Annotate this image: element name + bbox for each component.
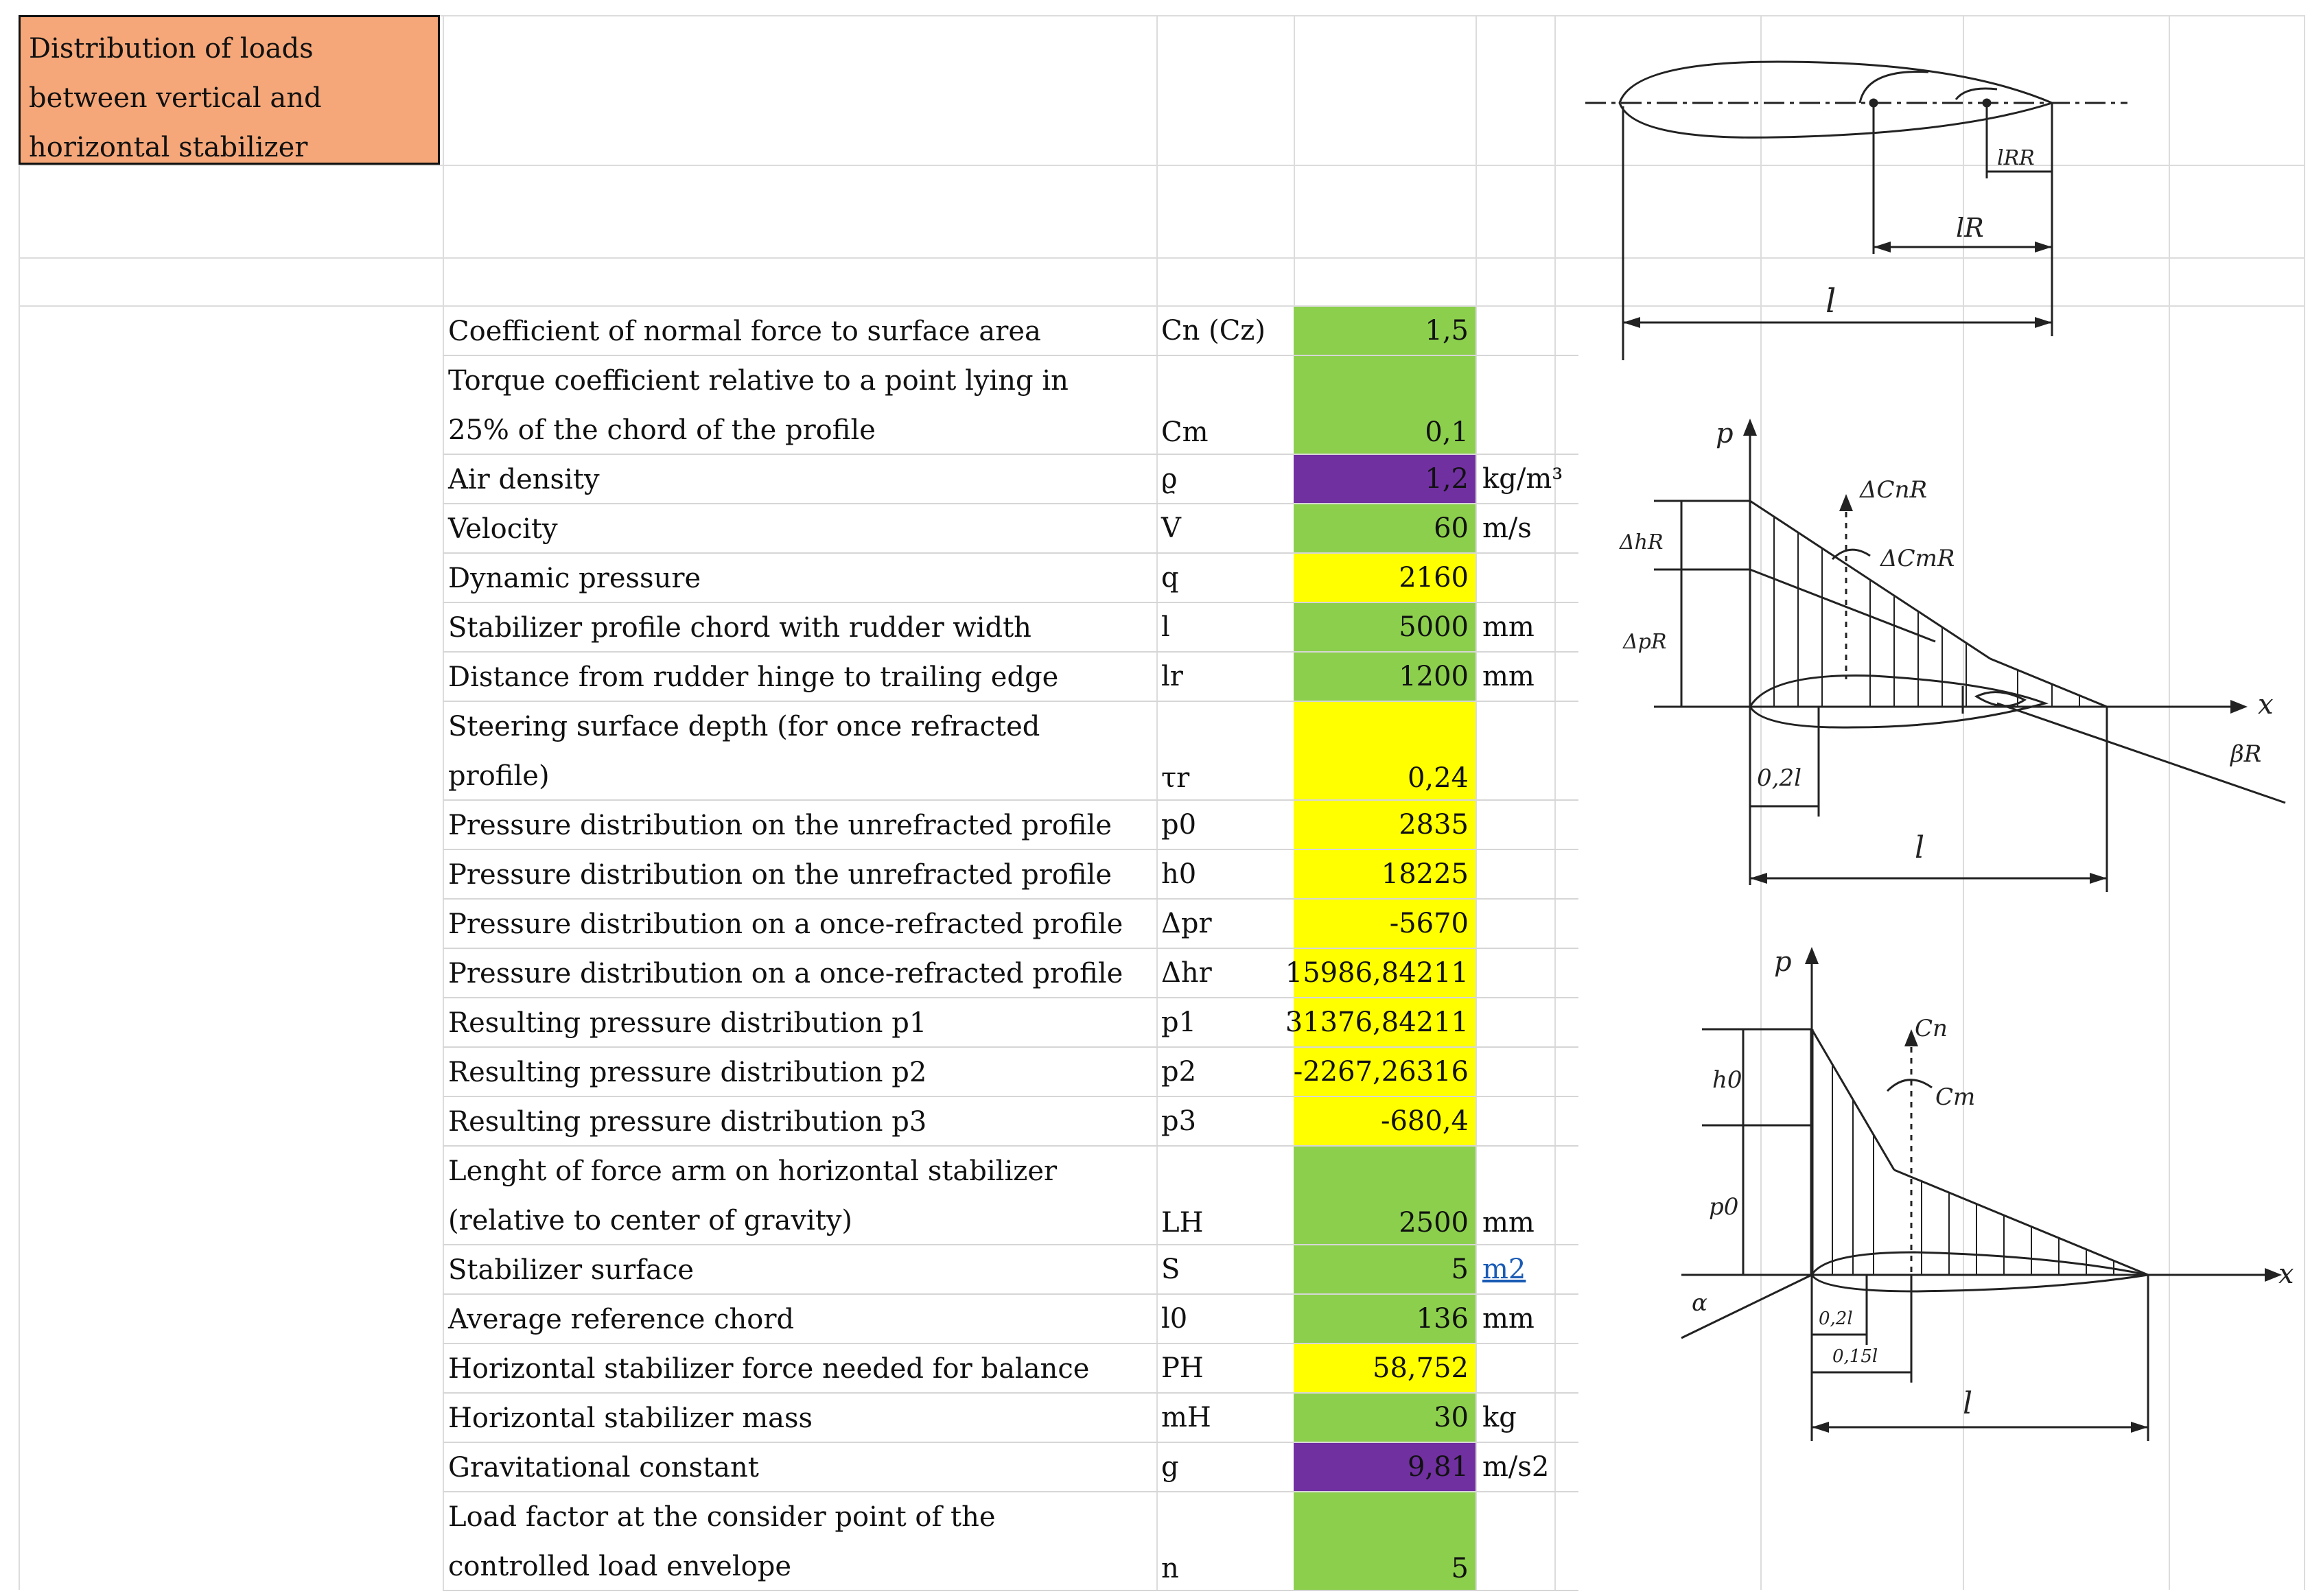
row-description-cell[interactable]: [448, 307, 1155, 355]
sheet-title-cell[interactable]: [19, 15, 440, 165]
row-unit-cell[interactable]: [1482, 900, 1578, 948]
row-symbol-cell[interactable]: l: [1161, 611, 1170, 643]
row-unit-cell[interactable]: [1482, 702, 1578, 799]
label-l: l: [1915, 830, 1925, 865]
row-description-cell[interactable]: [448, 653, 1155, 701]
row-symbol-cell[interactable]: Δhr: [1161, 957, 1212, 989]
label-p: p: [1774, 946, 1792, 978]
row-value-cell[interactable]: 58,752: [1294, 1344, 1476, 1392]
description-line: Stabilizer profile chord with rudder width: [448, 612, 1031, 644]
row-value-cell[interactable]: 5: [1294, 1245, 1476, 1293]
label-alpha: α: [1692, 1289, 1707, 1317]
unit-hyperlink[interactable]: m2: [1482, 1254, 1526, 1285]
table-row: [443, 702, 1578, 801]
table-row: [443, 1394, 1578, 1443]
label-lR: lR: [1956, 213, 1984, 243]
row-description-cell[interactable]: [448, 554, 1155, 602]
row-symbol-cell[interactable]: q: [1161, 562, 1179, 594]
refracted-pressure-diagram: [1613, 412, 2292, 906]
row-description-cell[interactable]: [448, 455, 1155, 503]
row-value-cell[interactable]: 1,5: [1294, 307, 1476, 355]
label-cm: Cm: [1935, 1083, 1976, 1111]
row-unit-cell[interactable]: [1482, 307, 1578, 355]
description-line: Air density: [448, 464, 600, 495]
row-value-cell[interactable]: 60: [1294, 504, 1476, 552]
label-02l: 0,2l: [1757, 764, 1801, 792]
row-unit-cell[interactable]: [1482, 1048, 1578, 1096]
description-line: Steering surface depth (for once refracted: [448, 711, 1040, 742]
table-row: [443, 504, 1578, 554]
row-description-cell[interactable]: [448, 1245, 1155, 1293]
description-line: (relative to center of gravity): [448, 1205, 853, 1236]
label-beta: βR: [2230, 740, 2262, 768]
row-unit-cell[interactable]: [1482, 554, 1578, 602]
row-symbol-cell[interactable]: Cn (Cz): [1161, 315, 1266, 347]
row-description-cell[interactable]: [448, 1048, 1155, 1096]
table-row: [443, 1147, 1578, 1245]
description-line: Distance from rudder hinge to trailing edge: [448, 661, 1059, 693]
description-line: Load factor at the consider point of the: [448, 1501, 996, 1533]
row-description-cell[interactable]: [448, 801, 1155, 849]
row-symbol-cell[interactable]: mH: [1161, 1402, 1211, 1433]
row-unit-cell[interactable]: [1482, 356, 1578, 454]
label-p: p: [1716, 418, 1734, 449]
label-l: l: [1963, 1386, 1973, 1421]
title-line-3: horizontal stabilizer: [29, 132, 308, 163]
row-unit-cell[interactable]: [1482, 801, 1578, 849]
row-unit-cell[interactable]: m/s2: [1482, 1451, 1550, 1483]
label-lRR: lRR: [1997, 146, 2035, 170]
row-symbol-cell[interactable]: l0: [1161, 1303, 1188, 1335]
row-symbol-cell[interactable]: p1: [1161, 1007, 1197, 1038]
table-row: [443, 1097, 1578, 1147]
row-symbol-cell[interactable]: τr: [1161, 762, 1190, 794]
row-symbol-cell[interactable]: n: [1161, 1553, 1179, 1584]
row-symbol-cell[interactable]: V: [1161, 513, 1181, 544]
row-value-cell[interactable]: 2835: [1294, 801, 1476, 849]
row-symbol-cell[interactable]: PH: [1161, 1352, 1204, 1384]
label-015l: 0,15l: [1832, 1346, 1878, 1367]
description-line: Resulting pressure distribution p2: [448, 1057, 927, 1088]
row-unit-cell[interactable]: kg: [1482, 1402, 1517, 1433]
description-line: Resulting pressure distribution p3: [448, 1106, 927, 1138]
description-line: Horizontal stabilizer mass: [448, 1403, 813, 1434]
label-x: x: [2278, 1258, 2294, 1290]
row-symbol-cell[interactable]: LH: [1161, 1207, 1204, 1239]
table-row: [443, 1443, 1578, 1492]
row-description-cell[interactable]: [448, 1443, 1155, 1491]
row-symbol-cell[interactable]: h0: [1161, 858, 1197, 890]
description-line: 25% of the chord of the profile: [448, 414, 876, 446]
title-line-1: Distribution of loads: [29, 33, 314, 64]
table-row: [443, 455, 1578, 504]
row-unit-cell[interactable]: [1482, 850, 1578, 898]
row-value-cell[interactable]: 2500: [1294, 1147, 1476, 1244]
row-value-cell[interactable]: 15986,84211: [1294, 949, 1476, 997]
row-value-cell[interactable]: 5: [1294, 1492, 1476, 1590]
row-description-cell[interactable]: [448, 1492, 1155, 1590]
label-delta-cm: ΔCmR: [1880, 545, 1955, 572]
row-value-cell[interactable]: 136: [1294, 1295, 1476, 1343]
row-description-cell[interactable]: [448, 1097, 1155, 1145]
row-description-cell[interactable]: [448, 949, 1155, 997]
table-row: [443, 900, 1578, 949]
row-value-cell[interactable]: 18225: [1294, 850, 1476, 898]
row-symbol-cell[interactable]: ϱ: [1161, 463, 1178, 495]
row-description-cell[interactable]: [448, 356, 1155, 454]
row-symbol-cell[interactable]: p0: [1161, 809, 1197, 841]
row-unit-cell[interactable]: [1482, 1492, 1578, 1590]
description-line: Dynamic pressure: [448, 563, 701, 594]
table-row: [443, 1245, 1578, 1295]
row-unit-cell[interactable]: mm: [1482, 611, 1535, 643]
description-line: Gravitational constant: [448, 1452, 759, 1483]
grid-column-line: [2304, 15, 2305, 1590]
description-line: controlled load envelope: [448, 1551, 791, 1582]
table-row: [443, 653, 1578, 702]
row-description-cell[interactable]: [448, 702, 1155, 799]
row-value-cell[interactable]: -5670: [1294, 900, 1476, 948]
label-p0: p0: [1709, 1193, 1739, 1221]
table-row: [443, 1344, 1578, 1394]
row-value-cell[interactable]: -680,4: [1294, 1097, 1476, 1145]
row-symbol-cell[interactable]: Cm: [1161, 416, 1209, 448]
table-row: [443, 603, 1578, 653]
row-unit-cell[interactable]: mm: [1482, 1207, 1535, 1239]
table-row: [443, 307, 1578, 356]
row-unit-cell[interactable]: mm: [1482, 661, 1535, 692]
row-value-cell[interactable]: 0,1: [1294, 356, 1476, 454]
row-symbol-cell[interactable]: g: [1161, 1451, 1179, 1483]
row-value-cell[interactable]: 9,81: [1294, 1443, 1476, 1491]
label-02l: 0,2l: [1819, 1309, 1853, 1329]
description-line: Resulting pressure distribution p1: [448, 1007, 927, 1039]
row-unit-cell[interactable]: [1482, 1097, 1578, 1145]
label-cn: Cn: [1915, 1015, 1948, 1042]
description-line: Pressure distribution on the unrefracted profile: [448, 810, 1112, 841]
label-delta-cn: ΔCnR: [1860, 476, 1928, 504]
table-row: [443, 356, 1578, 455]
row-symbol-cell[interactable]: S: [1161, 1254, 1180, 1285]
row-value-cell[interactable]: 1200: [1294, 653, 1476, 701]
label-delta-h: ΔhR: [1620, 530, 1664, 554]
table-row: [443, 949, 1578, 998]
table-row: [443, 1492, 1578, 1591]
description-line: Torque coefficient relative to a point lying in: [448, 365, 1069, 397]
row-description-cell[interactable]: [448, 850, 1155, 898]
description-line: Velocity: [448, 513, 558, 545]
title-line-2: between vertical and: [29, 82, 322, 114]
row-unit-cell[interactable]: kg/m³: [1482, 463, 1563, 495]
description-line: Pressure distribution on a once-refracted profile: [448, 908, 1123, 940]
row-unit-cell[interactable]: [1482, 998, 1578, 1046]
row-unit-cell[interactable]: [1482, 949, 1578, 997]
row-description-cell[interactable]: [448, 1344, 1155, 1392]
row-description-cell[interactable]: [448, 900, 1155, 948]
row-value-cell[interactable]: 5000: [1294, 603, 1476, 651]
description-line: profile): [448, 760, 550, 792]
row-description-cell[interactable]: [448, 1295, 1155, 1343]
row-value-cell[interactable]: 31376,84211: [1294, 998, 1476, 1046]
row-symbol-cell[interactable]: Δpr: [1161, 908, 1212, 939]
description-line: Stabilizer surface: [448, 1254, 695, 1286]
profile-chord-diagram: [1572, 48, 2155, 371]
description-line: Average reference chord: [448, 1304, 795, 1335]
row-description-cell[interactable]: [448, 1147, 1155, 1244]
label-x: x: [2258, 689, 2274, 720]
table-row: [443, 998, 1578, 1048]
table-row: [443, 850, 1578, 900]
label-l: l: [1826, 282, 1836, 320]
description-line: Horizontal stabilizer force needed for balance: [448, 1353, 1090, 1385]
row-description-cell[interactable]: [448, 603, 1155, 651]
row-value-cell[interactable]: 0,24: [1294, 702, 1476, 799]
row-unit-cell[interactable]: [1482, 1344, 1578, 1392]
row-symbol-cell[interactable]: lr: [1161, 661, 1183, 692]
row-description-cell[interactable]: [448, 1394, 1155, 1442]
row-unit-cell[interactable]: m/s: [1482, 513, 1532, 544]
row-symbol-cell[interactable]: p2: [1161, 1056, 1197, 1088]
resulting-pressure-diagram: [1640, 940, 2292, 1455]
grid-column-line: [19, 15, 20, 1590]
row-value-cell[interactable]: 1,2: [1294, 455, 1476, 503]
table-row: [443, 801, 1578, 850]
row-value-cell[interactable]: 2160: [1294, 554, 1476, 602]
label-delta-p: ΔpR: [1623, 630, 1667, 654]
row-description-cell[interactable]: [448, 998, 1155, 1046]
table-row: [443, 1048, 1578, 1097]
row-unit-cell[interactable]: mm: [1482, 1303, 1535, 1335]
description-line: Pressure distribution on the unrefracted profile: [448, 859, 1112, 891]
description-line: Coefficient of normal force to surface area: [448, 316, 1041, 347]
label-h0: h0: [1712, 1066, 1742, 1094]
row-description-cell[interactable]: [448, 504, 1155, 552]
row-value-cell[interactable]: 30: [1294, 1394, 1476, 1442]
row-unit-cell[interactable]: [1482, 1245, 1578, 1293]
description-line: Lenght of force arm on horizontal stabilizer: [448, 1155, 1058, 1187]
description-line: Pressure distribution on a once-refracted profile: [448, 958, 1123, 989]
table-row: [443, 554, 1578, 603]
row-value-cell[interactable]: -2267,26316: [1294, 1048, 1476, 1096]
table-row: [443, 1295, 1578, 1344]
row-symbol-cell[interactable]: p3: [1161, 1105, 1197, 1137]
